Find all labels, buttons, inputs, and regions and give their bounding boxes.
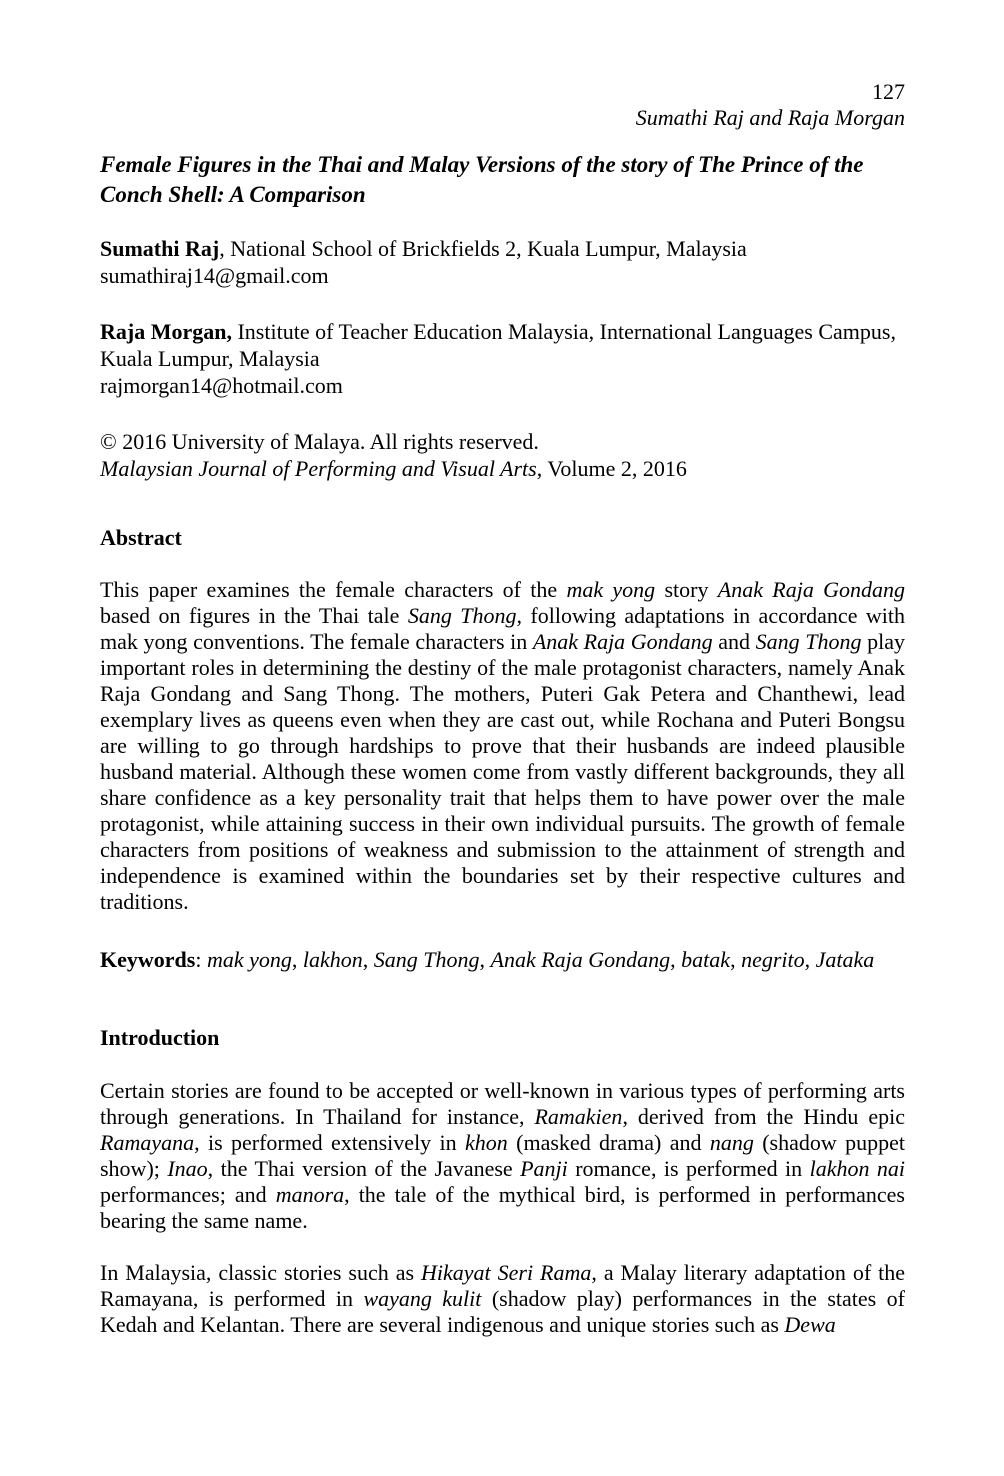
page-header: [100, 79, 905, 131]
author-1-byline: Sumathi Raj, National School of Brickfields 2, Kuala Lumpur, Malaysia: [100, 236, 747, 261]
copyright-line: © 2016 University of Malaya. All rights reserved.: [100, 429, 539, 454]
introduction-heading: Introduction: [100, 1025, 220, 1050]
author-block-2: [100, 318, 905, 399]
introduction-paragraph-1: Certain stories are found to be accepted or well-known in various types of performing arts through generations. In Thailand for instance, Ramakien, derived from the Hindu epic Ramayana, is performed extensively in khon (masked drama) and nang (shadow puppet show); Inao, the Thai version of the Javanese Panji romance, is performed in lakhon nai performances; and manora, the tale of the mythical bird, is performed in performances bearing the same name.: [100, 1078, 906, 1233]
running-head-authors: Sumathi Raj and Raja Morgan: [635, 105, 905, 130]
author-2-byline: Raja Morgan, Institute of Teacher Education Malaysia, International Languages Campus, Kuala Lumpur, Malaysia: [100, 319, 896, 371]
author-block-1: [100, 235, 905, 289]
abstract-heading: Abstract: [100, 525, 182, 550]
article-title: Female Figures in the Thai and Malay Versions of the story of The Prince of the Conch Shell: A Comparison: [100, 152, 864, 207]
author-1-email: sumathiraj14@gmail.com: [100, 263, 329, 288]
copyright-block: [100, 428, 905, 482]
introduction-paragraph-2: In Malaysia, classic stories such as Hikayat Seri Rama, a Malay literary adaptation of the Ramayana, is performed in wayang kulit (shadow play) performances in the states of Kedah and Kelantan. There are several indigenous and unique stories such as Dewa: [100, 1260, 905, 1337]
keywords-line: Keywords: mak yong, lakhon, Sang Thong, Anak Raja Gondang, batak, negrito, Jataka: [100, 947, 875, 972]
journal-volume-line: Malaysian Journal of Performing and Visual Arts, Volume 2, 2016: [100, 456, 687, 481]
author-2-email: rajmorgan14@hotmail.com: [100, 373, 343, 398]
abstract-body: This paper examines the female characters of the mak yong story Anak Raja Gondang based on figures in the Thai tale Sang Thong, following adaptations in accordance with mak yong conventions. The female characters in Anak Raja Gondang and Sang Thong play important roles in determining the destiny of the male protagonist characters, namely Anak Raja Gondang and Sang Thong. The mothers, Puteri Gak Petera and Chanthewi, lead exemplary lives as queens even when they are cast out, while Rochana and Puteri Bongsu are willing to go through hardships to prove that their husbands are indeed plausible husband material. Although these women come from vastly different backgrounds, they all share confidence as a key personality trait that helps them to have power over the male protagonist, while attaining success in their own individual pursuits. The growth of female characters from positions of weakness and submission to the attainment of strength and independence is examined within the boundaries set by their respective cultures and traditions.: [100, 577, 906, 914]
page-number: 127: [872, 79, 905, 104]
